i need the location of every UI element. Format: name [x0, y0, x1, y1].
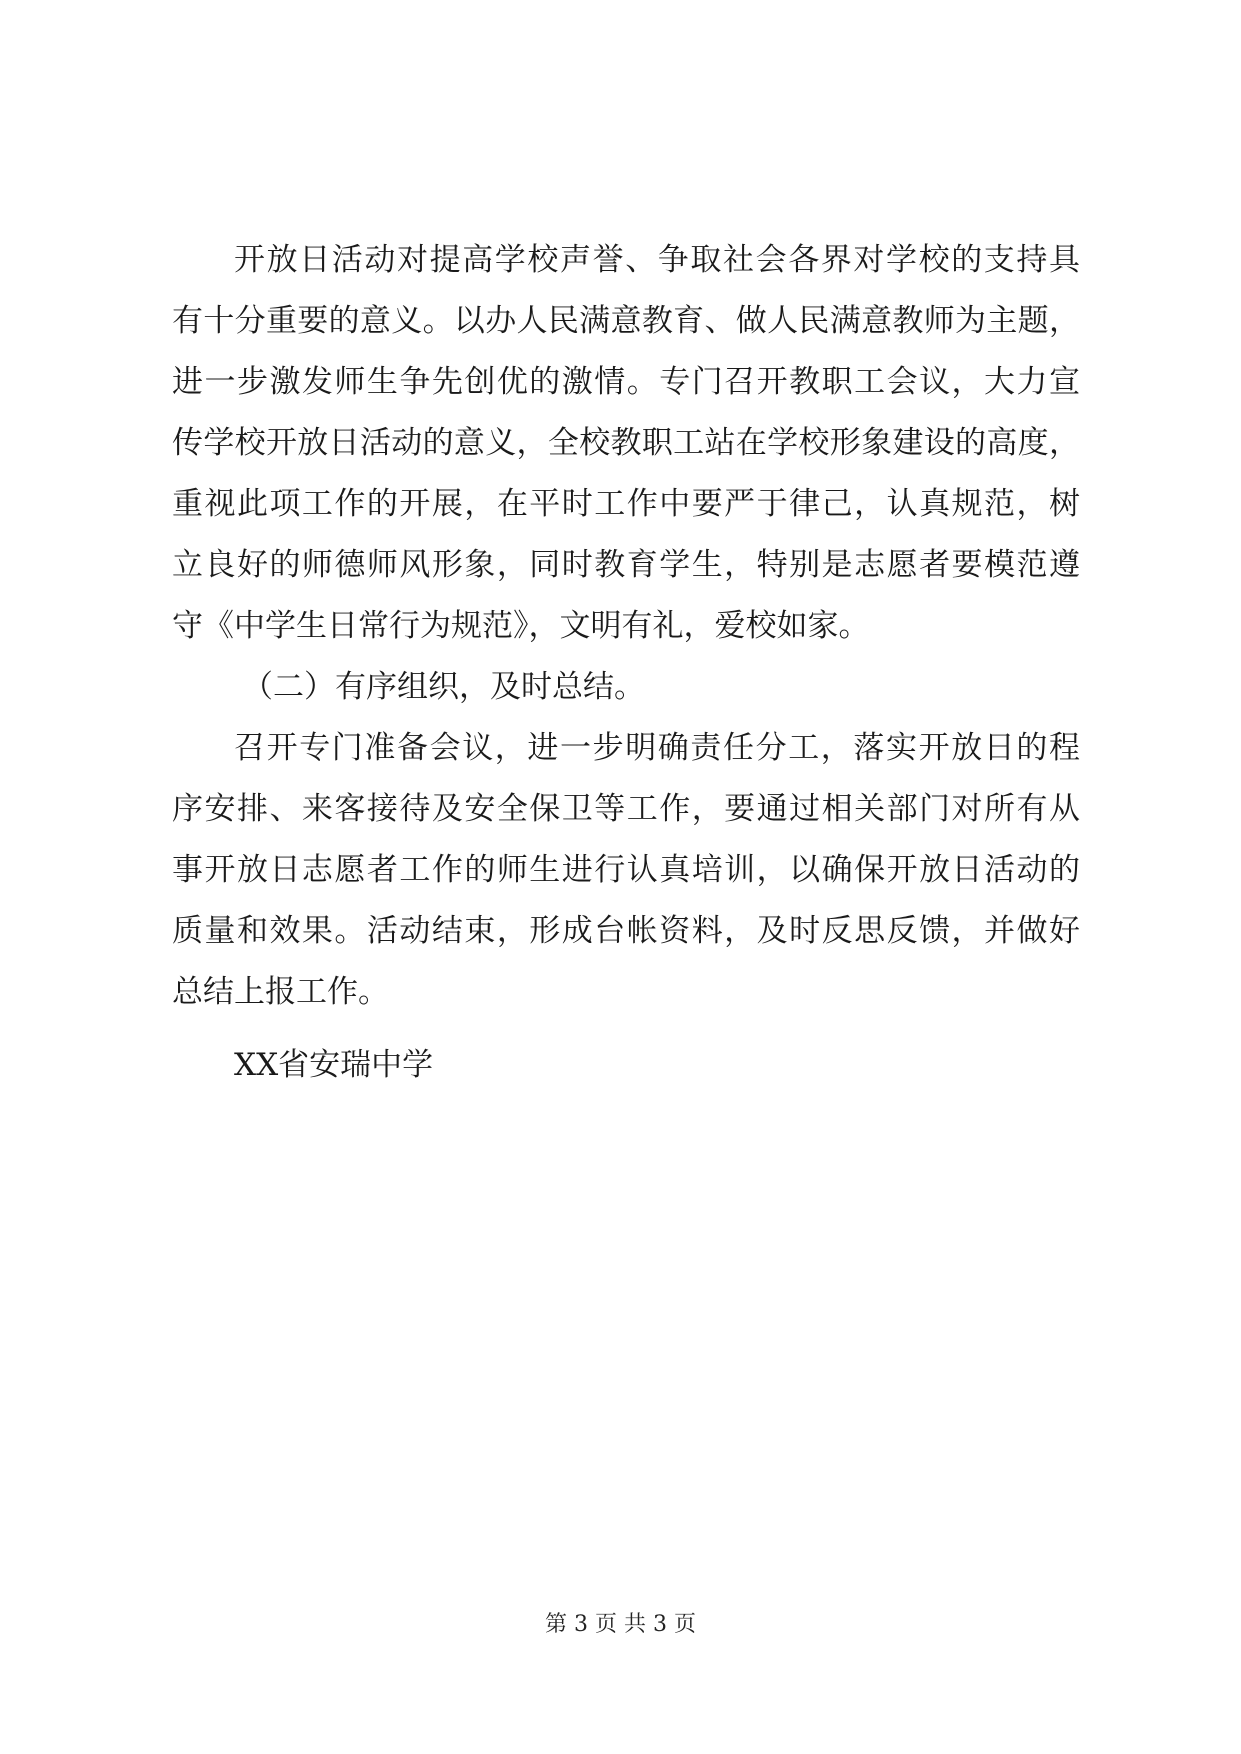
paragraph-1 — [172, 230, 1080, 657]
paragraph-line: 进一步激发师生争先创优的激情。专门召开教职工会议，大力宣 — [172, 364, 1080, 400]
paragraph-line: 守《中学生日常行为规范》，文明有礼，爱校如家。 — [172, 608, 870, 644]
section-heading: （二）有序组织，及时总结。 — [242, 669, 645, 705]
paragraph-2 — [172, 718, 1080, 1023]
paragraph-line: 质量和效果。活动结束，形成台帐资料，及时反思反馈，并做好 — [172, 913, 1080, 949]
signature: XX省安瑞中学 — [234, 1047, 434, 1083]
document-body — [172, 230, 1080, 1023]
paragraph-line: 事开放日志愿者工作的师生进行认真培训，以确保开放日活动的 — [172, 852, 1080, 888]
paragraph-line: 总结上报工作。 — [172, 974, 389, 1010]
page-number: 第 3 页 共 3 页 — [545, 1612, 696, 1637]
paragraph-line: 序安排、来客接待及安全保卫等工作，要通过相关部门对所有从 — [172, 791, 1080, 827]
paragraph-line: 立良好的师德师风形象，同时教育学生，特别是志愿者要模范遵 — [172, 547, 1080, 583]
paragraph-line: 开放日活动对提高学校声誉、争取社会各界对学校的支持具 — [234, 242, 1080, 278]
page-footer — [0, 1610, 1241, 1640]
paragraph-line: 传学校开放日活动的意义，全校教职工站在学校形象建设的高度， — [172, 425, 1080, 461]
paragraph-line: 重视此项工作的开展，在平时工作中要严于律己，认真规范，树 — [172, 486, 1080, 522]
paragraph-line: 召开专门准备会议，进一步明确责任分工，落实开放日的程 — [234, 730, 1080, 766]
paragraph-line: 有十分重要的意义。以办人民满意教育、做人民满意教师为主题， — [172, 303, 1080, 339]
